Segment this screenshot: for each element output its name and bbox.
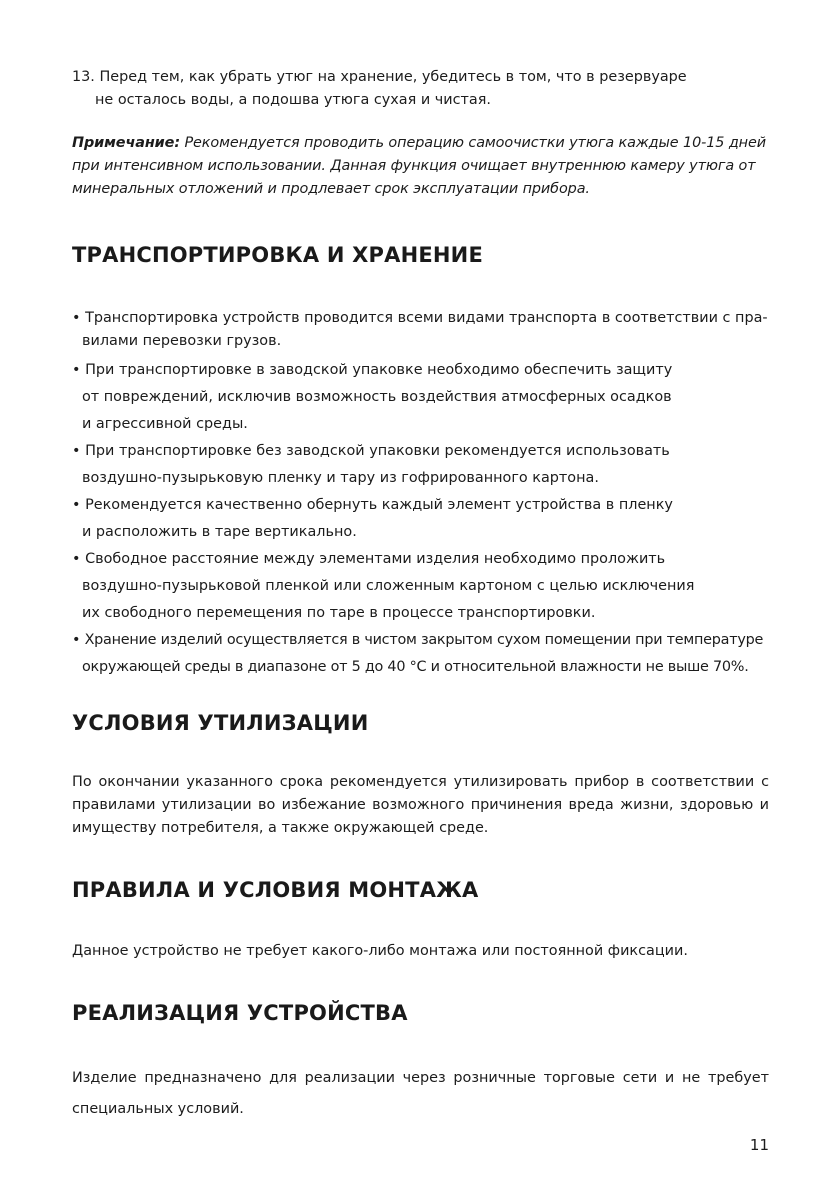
bullet-line: и расположить в таре вертикально. — [82, 524, 357, 540]
instruction-item-13 — [72, 66, 769, 112]
bullet-line: • При транспортировке в заводской упаковке необходимо обеспечить защиту — [72, 362, 673, 378]
mounting-text: Данное устройство не требует какого-либо монтажа или постоянной фиксации. — [72, 943, 688, 959]
list-item — [72, 438, 769, 492]
bullet-line: • При транспортировке без заводской упаковки рекомендуется использовать — [72, 443, 670, 459]
bullet-line: • Хранение изделий осуществляется в чистом закрытом сухом помещении при температуре — [72, 632, 764, 648]
item13-line2: не осталось воды, а подошва утюга сухая и чистая. — [95, 92, 491, 108]
page-content — [72, 66, 769, 1139]
page-number: 11 — [749, 1136, 769, 1154]
bullet-line: • Рекомендуется качественно обернуть каждый элемент устройства в пленку — [72, 497, 673, 513]
list-item — [72, 357, 769, 438]
bullet-line: и агрессивной среды. — [82, 416, 248, 432]
bullet-line: • Свободное расстояние между элементами изделия необходимо проложить — [72, 551, 666, 567]
bullet-line: их свободного перемещения по таре в процессе транспортировки. — [82, 605, 596, 621]
transport-bullet-list — [72, 307, 769, 681]
heading-mounting: ПРАВИЛА И УСЛОВИЯ МОНТАЖА — [72, 878, 479, 902]
list-item — [72, 627, 769, 681]
bullet-line: от повреждений, исключив возможность воздействия атмосферных осадков — [82, 389, 672, 405]
bullet-line: • Транспортировка устройств проводится всеми видами транспорта в соответствии с пра- — [72, 310, 768, 326]
bullet-line: вилами перевозки грузов. — [82, 333, 282, 349]
note-paragraph — [72, 132, 769, 201]
list-item — [72, 307, 769, 357]
realization-text: Изделие предназначено для реализации через розничные торговые сети и не требует специальных условий. — [72, 1070, 769, 1117]
bullet-line: окружающей среды в диапазоне от 5 до 40 °С и относительной влажности не выше 70%. — [82, 659, 749, 675]
note-text: Рекомендуется проводить операцию самоочистки утюга каждые 10-15 дней при интенсивном использовании. Данная функция очищает внутреннюю камеру утюга от минеральных отложений и продлевает срок эксплуатации прибора. — [72, 135, 766, 197]
heading-utilization: УСЛОВИЯ УТИЛИЗАЦИИ — [72, 711, 369, 735]
utilization-text: По окончании указанного срока рекомендуется утилизировать прибор в соответствии с правилами утилизации во избежание возможного причинения вреда жизни, здоровью и имуществу потребителя, а также окружающей среде. — [72, 774, 769, 836]
bullet-line: воздушно-пузырьковую пленку и тару из гофрированного картона. — [82, 470, 599, 486]
list-item — [72, 546, 769, 627]
bullet-line: воздушно-пузырьковой пленкой или сложенным картоном с целью исключения — [82, 578, 695, 594]
list-item — [72, 492, 769, 546]
item13-line1: 13. Перед тем, как убрать утюг на хранение, убедитесь в том, что в резервуаре — [72, 69, 687, 85]
heading-realization: РЕАЛИЗАЦИЯ УСТРОЙСТВА — [72, 1001, 408, 1025]
note-label: Примечание: — [72, 135, 180, 151]
heading-transport-storage: ТРАНСПОРТИРОВКА И ХРАНЕНИЕ — [72, 243, 483, 267]
